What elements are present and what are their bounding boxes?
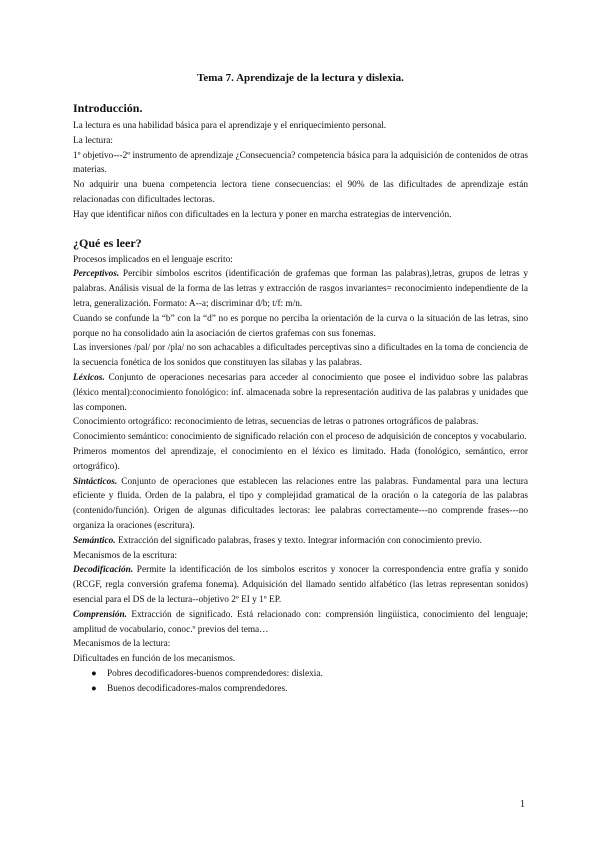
leer-paragraph: Dificultades en función de los mecanismos. xyxy=(73,654,236,665)
semantico-label: Semántico. xyxy=(73,535,116,546)
intro-paragraph: La lectura es una habilidad básica para el aprendizaje y el enriquecimiento personal. xyxy=(73,121,387,131)
document-page xyxy=(73,72,528,697)
decodificacion-paragraph xyxy=(73,563,528,607)
comprension-label: Comprensión. xyxy=(73,609,127,620)
leer-paragraph: Las inversiones /pal/ por /pla/ no son achacables a dificultades perceptivas sino a dificultades en la toma de conciencia de la secuencia fonética de los sonidos que constituyen las sílabas y las palabras. xyxy=(73,343,528,369)
dificultades-list xyxy=(73,667,528,697)
leer-heading: ¿Qué es leer? xyxy=(73,235,142,250)
semantico-text: Extracción del significado palabras, frases y texto. Integrar información con conocimiento previo. xyxy=(115,535,482,546)
leer-paragraph: Primeros momentos del aprendizaje, el conocimiento en el léxico es limitado. Hada (fonológico, semántico, error ortográfico). xyxy=(73,446,528,472)
lexicos-label: Léxicos. xyxy=(73,372,105,383)
sintacticos-paragraph xyxy=(73,475,528,534)
intro-paragraph: No adquirir una buena competencia lectora tiene consecuencias: el 90% de las dificultades de aprendizaje están relacionadas con dificultades lectoras. xyxy=(73,180,528,205)
perceptivos-paragraph xyxy=(73,267,528,311)
perceptivos-text: Percibir símbolos escritos (identificación de grafemas que forman las palabras),letras, grupos de letras y palabras. Análisis visual de la forma de las letras y extracción de rasgos invariantes= reconocimiento independiente de la letra, generalización. Formato: A--a; discriminar d/b; t/f: m/n. xyxy=(73,269,528,309)
intro-paragraph: La lectura: xyxy=(73,135,114,146)
list-item-text: Pobres decodificadores-buenos comprendedores: dislexia. xyxy=(107,668,323,679)
list-item xyxy=(91,667,528,682)
sintacticos-text: Conjunto de operaciones que establecen las relaciones entre las palabras. Fundamental para una lectura eficiente y fluida. Orden de la palabra, el tipo y complejidad gramatical de la oración o la categoría de las palabras (contenido/función). Origen de algunas dificultades lectoras: lee palabras correctamente---no comprende frases---no organiza la oraciones (escritura). xyxy=(73,476,528,531)
leer-paragraph: Conocimiento ortográfico: reconocimiento de letras, secuencias de letras o patrones ortográficos de palabras. xyxy=(73,417,479,428)
decodificacion-label: Decodificación. xyxy=(73,565,134,576)
leer-paragraph: Conocimiento semántico: conocimiento de significado relación con el proceso de adquisición de conceptos y vocabulario. xyxy=(73,432,527,443)
list-item xyxy=(91,682,528,697)
leer-paragraph: Procesos implicados en el lenguaje escrito: xyxy=(73,254,233,265)
document-title: Tema 7. Aprendizaje de la lectura y dislexia. xyxy=(197,72,404,84)
decodificacion-text: Permite la identificación de los símbolos escritos y xonocer la correspondencia entre grafía y sonido (RCGF, regla conversión grafema fonema). Adquisición del llamado sentido alfabético (las letras representan sonidos) esencial para el DS de la lectura--objetivo 2º EI y 1º EP. xyxy=(73,565,528,605)
leer-paragraph: Mecanismos de la escritura: xyxy=(73,550,178,561)
sintacticos-label: Sintácticos. xyxy=(73,476,118,487)
intro-paragraph: 1º objetivo---2º instrumento de aprendizaje ¿Consecuencia? competencia básica para la adquisición de contenidos de otras materias. xyxy=(73,150,528,176)
leer-paragraph: Mecanismos de la lectura: xyxy=(73,639,171,650)
bullet-icon: ● xyxy=(91,668,97,679)
lexicos-text: Conjunto de operaciones necesarias para acceder al conocimiento que posee el individuo sobre las palabras (léxico mental):conocimiento fonológico: inf. almacenada sobre la representación auditiva de las palabras y unidades que las componen. xyxy=(73,372,528,413)
comprension-paragraph xyxy=(73,608,528,638)
bullet-icon: ● xyxy=(91,683,97,694)
intro-paragraph: Hay que identificar niños con dificultades en la lectura y poner en marcha estrategias de intervención. xyxy=(73,209,452,220)
list-item-text: Buenos decodificadores-malos comprendedores. xyxy=(107,683,288,694)
lexicos-paragraph xyxy=(73,371,528,415)
semantico-paragraph xyxy=(73,534,528,549)
comprension-text: Extracción de significado. Está relacionado con: comprensión lingüística, conocimiento del lenguaje; amplitud de vocabulario, conoc.º previos del tema… xyxy=(73,609,528,635)
leer-paragraph: Cuando se confunde la “b” con la “d” no es porque no perciba la orientación de la curva o la situación de las letras, sino porque no ha consolidado aún la asociación de ciertos grafemas con sus fonemas. xyxy=(73,313,528,339)
page-number: 1 xyxy=(520,799,525,810)
perceptivos-label: Perceptivos. xyxy=(73,269,120,280)
intro-heading: Introducción. xyxy=(73,101,143,115)
